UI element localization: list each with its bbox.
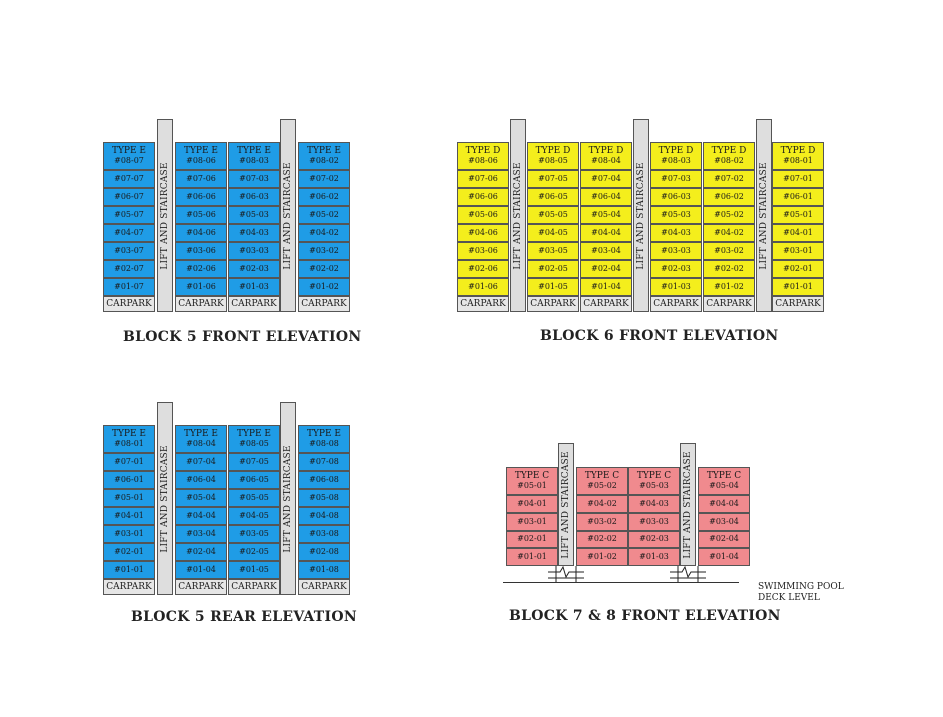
unit-cell: #03-06: [175, 242, 227, 260]
unit-cell: #06-03: [650, 188, 702, 206]
unit-cell: #04-03: [650, 224, 702, 242]
unit-type-label: TYPE C: [636, 471, 672, 482]
unit-type-cell: [703, 142, 755, 170]
unit-cell: #05-02: [703, 206, 755, 224]
unit-number: #08-04: [591, 155, 621, 165]
unit-cell: #07-06: [175, 170, 227, 188]
unit-type-cell: [527, 142, 579, 170]
unit-type-label: TYPE C: [706, 471, 742, 482]
unit-cell: #01-05: [527, 278, 579, 296]
unit-cell: #03-06: [457, 242, 509, 260]
unit-type-label: TYPE D: [465, 146, 501, 157]
unit-cell: #04-02: [703, 224, 755, 242]
unit-cell: #01-04: [698, 548, 750, 566]
unit-cell: #04-02: [298, 224, 350, 242]
unit-number: #08-02: [714, 155, 744, 165]
elevation-title: BLOCK 6 FRONT ELEVATION: [540, 328, 779, 344]
unit-cell: #05-04: [175, 489, 227, 507]
unit-cell: #02-04: [580, 260, 632, 278]
unit-cell: #04-05: [527, 224, 579, 242]
unit-number: #05-04: [709, 480, 739, 490]
lift-and-staircase-label: LIFT AND STAIRCASE: [561, 450, 571, 559]
unit-type-cell: [228, 425, 280, 453]
unit-cell: #05-08: [298, 489, 350, 507]
lift-and-staircase-label: LIFT AND STAIRCASE: [759, 161, 769, 270]
unit-type-label: TYPE E: [111, 429, 146, 440]
unit-type-label: TYPE E: [236, 146, 271, 157]
unit-cell: #05-03: [228, 206, 280, 224]
unit-cell: #01-01: [772, 278, 824, 296]
unit-type-cell: [457, 142, 509, 170]
unit-cell: #07-01: [772, 170, 824, 188]
unit-type-label: TYPE E: [111, 146, 146, 157]
lift-and-staircase-core: [633, 119, 649, 312]
unit-number: #08-08: [309, 438, 339, 448]
lift-and-staircase-label: LIFT AND STAIRCASE: [160, 161, 170, 270]
unit-cell: #03-01: [772, 242, 824, 260]
unit-cell: #04-04: [698, 495, 750, 513]
unit-type-label: TYPE E: [236, 429, 271, 440]
unit-cell: #02-05: [228, 543, 280, 561]
unit-number: #08-06: [468, 155, 498, 165]
unit-cell: #04-01: [772, 224, 824, 242]
unit-cell: #02-05: [527, 260, 579, 278]
unit-cell: #05-05: [527, 206, 579, 224]
unit-cell: #01-08: [298, 561, 350, 579]
elevation-title: BLOCK 5 FRONT ELEVATION: [123, 329, 362, 345]
unit-cell: #04-06: [457, 224, 509, 242]
unit-type-label: TYPE E: [183, 429, 218, 440]
unit-cell: #03-02: [703, 242, 755, 260]
column-break-mark: [546, 564, 586, 584]
unit-number: #08-05: [239, 438, 269, 448]
unit-type-cell: [698, 467, 750, 495]
unit-cell: #03-03: [228, 242, 280, 260]
unit-type-cell: [628, 467, 680, 495]
unit-cell: #01-02: [703, 278, 755, 296]
lift-and-staircase-core: [558, 443, 574, 566]
unit-type-cell: [506, 467, 558, 495]
unit-number: #08-02: [309, 155, 339, 165]
unit-cell: #03-08: [298, 525, 350, 543]
unit-type-cell: [298, 425, 350, 453]
elevation-title: BLOCK 5 REAR ELEVATION: [131, 609, 357, 625]
unit-cell: #01-04: [175, 561, 227, 579]
unit-cell: #04-08: [298, 507, 350, 525]
unit-cell: #05-01: [103, 489, 155, 507]
unit-cell: #05-03: [650, 206, 702, 224]
unit-type-cell: [228, 142, 280, 170]
unit-number: #08-05: [538, 155, 568, 165]
unit-cell: #06-06: [457, 188, 509, 206]
unit-cell: #07-05: [527, 170, 579, 188]
unit-type-cell: [576, 467, 628, 495]
unit-cell: #06-07: [103, 188, 155, 206]
carpark-cell: CARPARK: [772, 296, 824, 312]
lift-and-staircase-label: LIFT AND STAIRCASE: [513, 161, 523, 270]
unit-cell: #07-04: [580, 170, 632, 188]
unit-cell: #04-03: [628, 495, 680, 513]
unit-number: #05-02: [587, 480, 617, 490]
unit-cell: #06-08: [298, 471, 350, 489]
unit-cell: #06-06: [175, 188, 227, 206]
carpark-cell: CARPARK: [298, 579, 350, 595]
unit-type-label: TYPE E: [306, 429, 341, 440]
unit-cell: #03-01: [103, 525, 155, 543]
unit-cell: #06-02: [298, 188, 350, 206]
unit-cell: #01-01: [506, 548, 558, 566]
carpark-cell: CARPARK: [103, 296, 155, 312]
unit-cell: #07-03: [228, 170, 280, 188]
unit-cell: #03-04: [175, 525, 227, 543]
unit-cell: #07-05: [228, 453, 280, 471]
unit-cell: #04-07: [103, 224, 155, 242]
unit-cell: #07-02: [298, 170, 350, 188]
carpark-cell: CARPARK: [103, 579, 155, 595]
unit-cell: #05-01: [772, 206, 824, 224]
unit-type-label: TYPE C: [514, 471, 550, 482]
unit-type-label: TYPE C: [584, 471, 620, 482]
unit-cell: #06-02: [703, 188, 755, 206]
lift-and-staircase-core: [510, 119, 526, 312]
lift-and-staircase-core: [756, 119, 772, 312]
unit-type-cell: [103, 142, 155, 170]
lift-and-staircase-label: LIFT AND STAIRCASE: [636, 161, 646, 270]
unit-cell: #02-01: [772, 260, 824, 278]
unit-cell: #04-03: [228, 224, 280, 242]
unit-cell: #01-02: [298, 278, 350, 296]
unit-cell: #01-06: [457, 278, 509, 296]
unit-cell: #04-04: [175, 507, 227, 525]
carpark-cell: CARPARK: [228, 579, 280, 595]
unit-cell: #02-02: [576, 531, 628, 549]
unit-type-cell: [175, 142, 227, 170]
unit-cell: #02-03: [650, 260, 702, 278]
unit-number: #08-01: [783, 155, 813, 165]
unit-cell: #03-05: [228, 525, 280, 543]
unit-cell: #04-01: [103, 507, 155, 525]
unit-cell: #01-05: [228, 561, 280, 579]
unit-type-label: TYPE D: [658, 146, 694, 157]
unit-cell: #07-08: [298, 453, 350, 471]
unit-number: #08-07: [114, 155, 144, 165]
unit-number: #08-06: [186, 155, 216, 165]
unit-cell: #03-07: [103, 242, 155, 260]
unit-cell: #06-03: [228, 188, 280, 206]
carpark-cell: CARPARK: [175, 296, 227, 312]
unit-cell: #01-03: [650, 278, 702, 296]
unit-type-cell: [580, 142, 632, 170]
lift-and-staircase-label: LIFT AND STAIRCASE: [160, 444, 170, 553]
lift-and-staircase-label: LIFT AND STAIRCASE: [283, 444, 293, 553]
carpark-cell: CARPARK: [228, 296, 280, 312]
column-break-mark: [668, 564, 708, 584]
elevation-title: BLOCK 7 & 8 FRONT ELEVATION: [509, 608, 781, 624]
unit-cell: #06-01: [772, 188, 824, 206]
unit-cell: #02-04: [175, 543, 227, 561]
unit-cell: #03-01: [506, 513, 558, 531]
unit-cell: #02-06: [457, 260, 509, 278]
unit-type-cell: [772, 142, 824, 170]
unit-type-label: TYPE D: [711, 146, 747, 157]
unit-cell: #01-07: [103, 278, 155, 296]
unit-cell: #02-02: [298, 260, 350, 278]
unit-cell: #07-01: [103, 453, 155, 471]
unit-type-cell: [298, 142, 350, 170]
unit-type-cell: [103, 425, 155, 453]
unit-cell: #01-03: [628, 548, 680, 566]
unit-cell: #03-02: [576, 513, 628, 531]
unit-cell: #02-08: [298, 543, 350, 561]
lift-and-staircase-label: LIFT AND STAIRCASE: [283, 161, 293, 270]
unit-cell: #03-03: [628, 513, 680, 531]
unit-type-label: TYPE D: [780, 146, 816, 157]
carpark-cell: CARPARK: [650, 296, 702, 312]
unit-cell: #05-06: [457, 206, 509, 224]
unit-cell: #03-02: [298, 242, 350, 260]
unit-cell: #07-02: [703, 170, 755, 188]
unit-cell: #07-04: [175, 453, 227, 471]
unit-cell: #03-03: [650, 242, 702, 260]
unit-cell: #02-03: [628, 531, 680, 549]
unit-number: #05-03: [639, 480, 669, 490]
unit-cell: #02-03: [228, 260, 280, 278]
unit-cell: #07-06: [457, 170, 509, 188]
unit-cell: #06-04: [175, 471, 227, 489]
unit-cell: #01-03: [228, 278, 280, 296]
unit-type-label: TYPE E: [183, 146, 218, 157]
unit-cell: #05-06: [175, 206, 227, 224]
unit-type-label: TYPE D: [535, 146, 571, 157]
unit-number: #05-01: [517, 480, 547, 490]
unit-cell: #05-07: [103, 206, 155, 224]
carpark-cell: CARPARK: [175, 579, 227, 595]
unit-cell: #07-07: [103, 170, 155, 188]
unit-cell: #02-07: [103, 260, 155, 278]
unit-cell: #03-04: [580, 242, 632, 260]
unit-cell: #02-04: [698, 531, 750, 549]
unit-type-cell: [650, 142, 702, 170]
unit-cell: #02-06: [175, 260, 227, 278]
unit-cell: #04-05: [228, 507, 280, 525]
unit-cell: #06-05: [228, 471, 280, 489]
carpark-cell: CARPARK: [703, 296, 755, 312]
carpark-cell: CARPARK: [298, 296, 350, 312]
lift-and-staircase-core: [680, 443, 696, 566]
unit-cell: #02-01: [506, 531, 558, 549]
unit-cell: #06-05: [527, 188, 579, 206]
unit-number: #08-03: [661, 155, 691, 165]
lift-and-staircase-core: [280, 402, 296, 595]
unit-cell: #01-06: [175, 278, 227, 296]
unit-cell: #01-04: [580, 278, 632, 296]
unit-cell: #03-05: [527, 242, 579, 260]
unit-type-label: TYPE D: [588, 146, 624, 157]
unit-cell: #07-03: [650, 170, 702, 188]
unit-cell: #05-05: [228, 489, 280, 507]
unit-cell: #03-04: [698, 513, 750, 531]
unit-type-cell: [175, 425, 227, 453]
unit-cell: #05-02: [298, 206, 350, 224]
unit-cell: #01-02: [576, 548, 628, 566]
unit-cell: #04-02: [576, 495, 628, 513]
unit-cell: #06-04: [580, 188, 632, 206]
unit-number: #08-01: [114, 438, 144, 448]
unit-cell: #02-01: [103, 543, 155, 561]
unit-cell: #04-04: [580, 224, 632, 242]
unit-cell: #02-02: [703, 260, 755, 278]
carpark-cell: CARPARK: [580, 296, 632, 312]
carpark-cell: CARPARK: [527, 296, 579, 312]
swimming-pool-deck-note: SWIMMING POOL DECK LEVEL: [758, 582, 844, 603]
unit-number: #08-04: [186, 438, 216, 448]
lift-and-staircase-core: [157, 119, 173, 312]
unit-cell: #04-06: [175, 224, 227, 242]
lift-and-staircase-core: [280, 119, 296, 312]
lift-and-staircase-core: [157, 402, 173, 595]
unit-cell: #01-01: [103, 561, 155, 579]
unit-type-label: TYPE E: [306, 146, 341, 157]
carpark-cell: CARPARK: [457, 296, 509, 312]
unit-cell: #06-01: [103, 471, 155, 489]
unit-cell: #04-01: [506, 495, 558, 513]
unit-cell: #05-04: [580, 206, 632, 224]
lift-and-staircase-label: LIFT AND STAIRCASE: [683, 450, 693, 559]
unit-number: #08-03: [239, 155, 269, 165]
